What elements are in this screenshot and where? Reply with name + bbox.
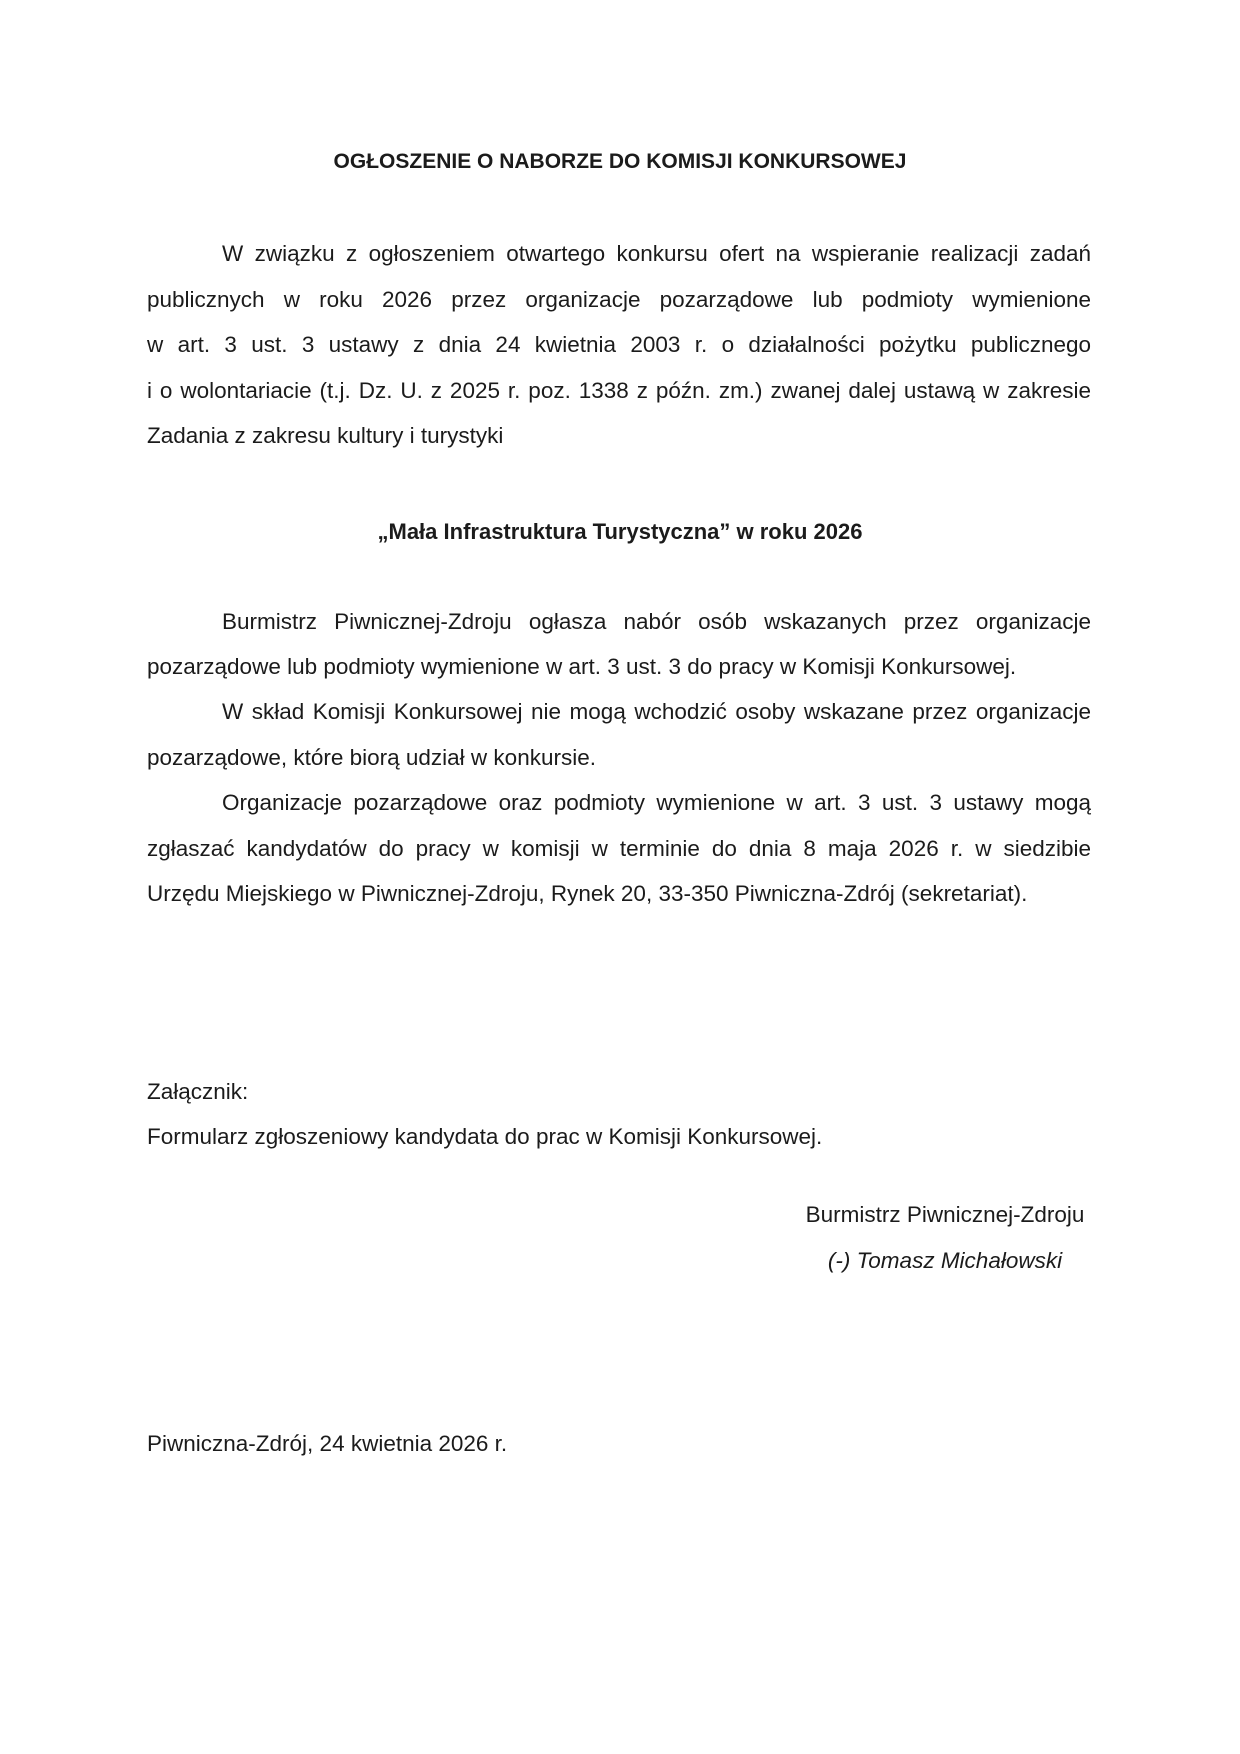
intro-line-1: W związku z ogłoszeniem otwartego konkursu ofert na wspieranie realizacji zadań bbox=[222, 241, 1091, 266]
paragraph-2-line-1: W skład Komisji Konkursowej nie mogą wchodzić osoby wskazane przez organizacje bbox=[222, 699, 1091, 724]
signature-name: (-) Tomasz Michałowski bbox=[827, 1248, 1063, 1273]
signature-office: Burmistrz Piwnicznej-Zdroju bbox=[805, 1202, 1085, 1227]
intro-line-2: publicznych w roku 2026 przez organizacje pozarządowe lub podmioty wymienione bbox=[147, 287, 1091, 312]
paragraph-1-line-1: Burmistrz Piwnicznej-Zdroju ogłasza nabór osób wskazanych przez organizacje bbox=[222, 609, 1091, 634]
paragraph-3-line-1: Organizacje pozarządowe oraz podmioty wymienione w art. 3 ust. 3 ustawy mogą bbox=[222, 790, 1091, 815]
paragraph-2-line-2: pozarządowe, które biorą udział w konkursie. bbox=[147, 745, 596, 770]
document-title: OGŁOSZENIE O NABORZE DO KOMISJI KONKURSOWEJ bbox=[333, 150, 907, 173]
paragraph-1-line-2: pozarządowe lub podmioty wymienione w art. 3 ust. 3 do pracy w Komisji Konkursowej. bbox=[147, 654, 1017, 679]
intro-line-3: w art. 3 ust. 3 ustawy z dnia 24 kwietnia 2003 r. o działalności pożytku publicznego bbox=[147, 332, 1091, 357]
paragraph-3-line-2: zgłaszać kandydatów do pracy w komisji w terminie do dnia 8 maja 2026 r. w siedzibie bbox=[147, 836, 1091, 861]
place-and-date: Piwniczna-Zdrój, 24 kwietnia 2026 r. bbox=[147, 1431, 508, 1456]
intro-line-5: Zadania z zakresu kultury i turystyki bbox=[147, 423, 504, 448]
attachment-label: Załącznik: bbox=[147, 1079, 249, 1104]
intro-line-4: i o wolontariacie (t.j. Dz. U. z 2025 r. poz. 1338 z późn. zm.) zwanej dalej ustawą w zakresie bbox=[147, 378, 1091, 403]
attachment-item: Formularz zgłoszeniowy kandydata do prac w Komisji Konkursowej. bbox=[147, 1124, 823, 1149]
paragraph-3-line-3: Urzędu Miejskiego w Piwnicznej-Zdroju, Rynek 20, 33-350 Piwniczna-Zdrój (sekretariat). bbox=[147, 881, 1028, 906]
task-title: „Mała Infrastruktura Turystyczna” w roku 2026 bbox=[377, 519, 863, 544]
